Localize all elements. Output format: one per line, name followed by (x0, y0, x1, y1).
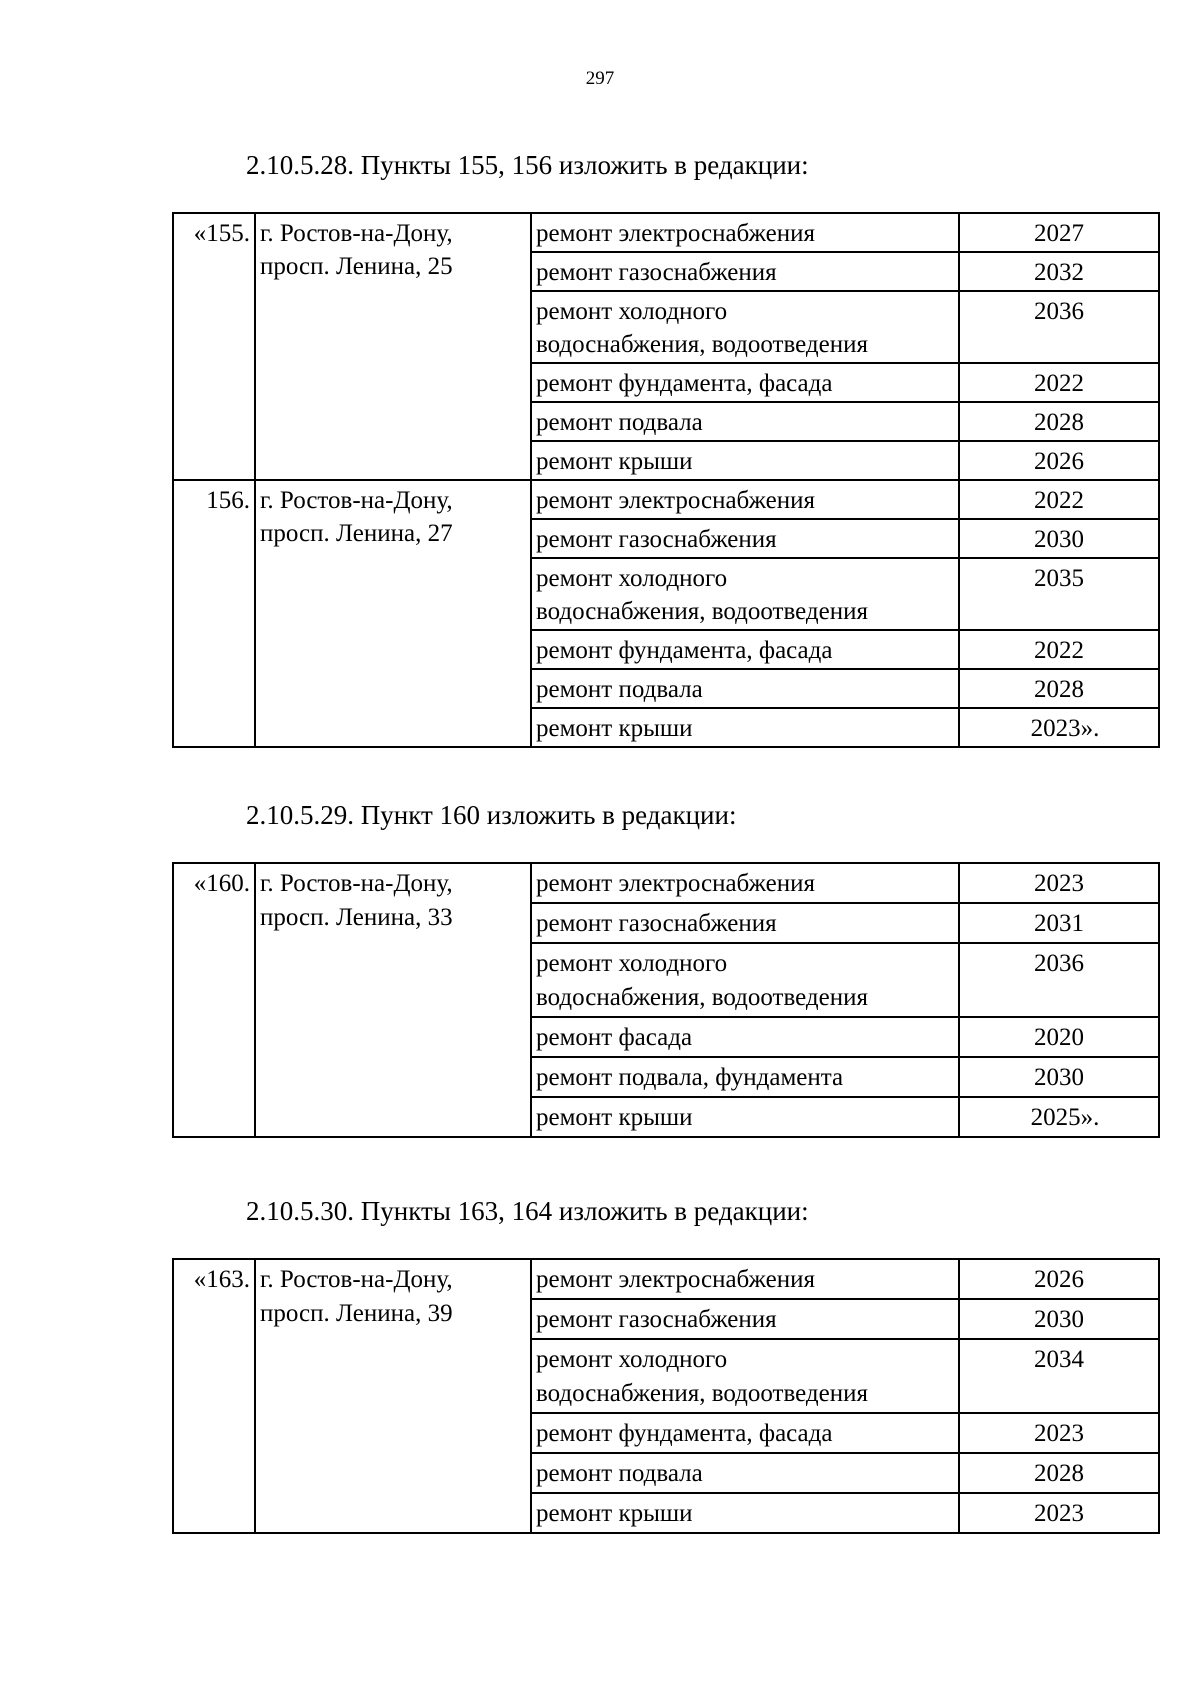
work-year: 2023 (959, 1413, 1159, 1453)
entry-address: г. Ростов-на-Дону, просп. Ленина, 39 (255, 1259, 531, 1533)
work-name: ремонт крыши (531, 441, 959, 480)
work-name: ремонт крыши (531, 1493, 959, 1533)
entry-address: г. Ростов-на-Дону, просп. Ленина, 27 (255, 480, 531, 747)
work-year: 2020 (959, 1017, 1159, 1057)
work-year: 2034 (959, 1339, 1159, 1413)
amendment-table (172, 862, 1160, 1138)
table-row (173, 480, 1159, 519)
work-year: 2036 (959, 943, 1159, 1017)
work-year: 2022 (959, 630, 1159, 669)
work-year: 2030 (959, 1299, 1159, 1339)
page-number: 297 (585, 68, 615, 89)
work-name: ремонт крыши (531, 708, 959, 747)
entry-address: г. Ростов-на-Дону, просп. Ленина, 25 (255, 213, 531, 480)
section-heading: 2.10.5.30. Пункты 163, 164 изложить в редакции: (246, 1196, 809, 1226)
work-name: ремонт холодного водоснабжения, водоотведения (531, 558, 959, 630)
entry-number: 156. (173, 480, 255, 747)
work-name: ремонт газоснабжения (531, 903, 959, 943)
work-year: 2027 (959, 213, 1159, 252)
entry-number: «163. (173, 1259, 255, 1533)
work-year: 2032 (959, 252, 1159, 291)
work-name: ремонт газоснабжения (531, 519, 959, 558)
work-name: ремонт электроснабжения (531, 480, 959, 519)
work-year: 2022 (959, 363, 1159, 402)
entry-address: г. Ростов-на-Дону, просп. Ленина, 33 (255, 863, 531, 1137)
work-year: 2023». (959, 708, 1159, 747)
amendment-table (172, 1258, 1160, 1534)
work-year: 2030 (959, 519, 1159, 558)
work-name: ремонт фундамента, фасада (531, 630, 959, 669)
work-year: 2023 (959, 1493, 1159, 1533)
work-year: 2026 (959, 441, 1159, 480)
work-name: ремонт газоснабжения (531, 252, 959, 291)
work-name: ремонт подвала, фундамента (531, 1057, 959, 1097)
entry-number: «155. (173, 213, 255, 480)
work-year: 2023 (959, 863, 1159, 903)
table-row (173, 863, 1159, 903)
work-year: 2031 (959, 903, 1159, 943)
work-year: 2022 (959, 480, 1159, 519)
table-row (173, 213, 1159, 252)
work-name: ремонт холодного водоснабжения, водоотведения (531, 943, 959, 1017)
work-name: ремонт фундамента, фасада (531, 1413, 959, 1453)
work-name: ремонт электроснабжения (531, 1259, 959, 1299)
work-year: 2025». (959, 1097, 1159, 1137)
work-name: ремонт фундамента, фасада (531, 363, 959, 402)
work-name: ремонт холодного водоснабжения, водоотведения (531, 291, 959, 363)
work-year: 2035 (959, 558, 1159, 630)
work-name: ремонт крыши (531, 1097, 959, 1137)
amendment-table (172, 212, 1160, 748)
work-year: 2028 (959, 669, 1159, 708)
work-name: ремонт подвала (531, 669, 959, 708)
section-heading: 2.10.5.29. Пункт 160 изложить в редакции: (246, 800, 737, 830)
work-year: 2036 (959, 291, 1159, 363)
entry-number: «160. (173, 863, 255, 1137)
work-name: ремонт газоснабжения (531, 1299, 959, 1339)
work-name: ремонт подвала (531, 1453, 959, 1493)
work-name: ремонт электроснабжения (531, 863, 959, 903)
work-year: 2028 (959, 402, 1159, 441)
work-name: ремонт электроснабжения (531, 213, 959, 252)
work-year: 2030 (959, 1057, 1159, 1097)
work-name: ремонт фасада (531, 1017, 959, 1057)
section-heading: 2.10.5.28. Пункты 155, 156 изложить в редакции: (246, 150, 809, 180)
work-name: ремонт холодного водоснабжения, водоотведения (531, 1339, 959, 1413)
work-year: 2028 (959, 1453, 1159, 1493)
work-year: 2026 (959, 1259, 1159, 1299)
work-name: ремонт подвала (531, 402, 959, 441)
table-row (173, 1259, 1159, 1299)
